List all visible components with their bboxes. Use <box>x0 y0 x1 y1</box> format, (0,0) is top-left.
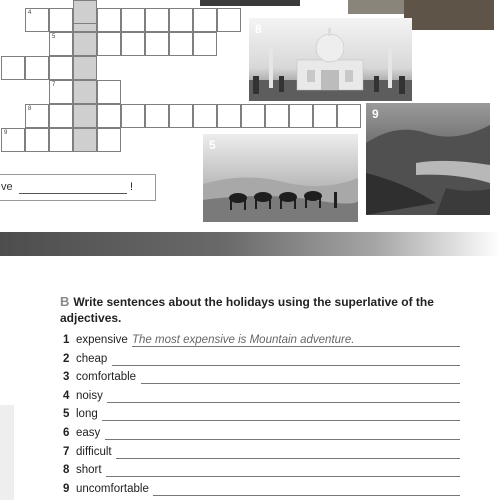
crossword-cell[interactable] <box>73 104 97 128</box>
crossword-cell[interactable] <box>49 8 73 32</box>
clue-number: 9 <box>4 130 8 136</box>
section-divider-band <box>0 232 500 256</box>
answer-prefix: ve <box>1 181 13 193</box>
crossword-cell[interactable] <box>145 8 169 32</box>
crossword-cell[interactable] <box>73 56 97 80</box>
crossword-cell[interactable] <box>1 128 25 152</box>
item-adjective: expensive <box>76 334 128 346</box>
item-adjective: difficult <box>76 445 112 458</box>
item-number: 2 <box>63 352 70 365</box>
item-adjective: cheap <box>76 352 108 365</box>
crossword-cell[interactable] <box>265 104 289 128</box>
crossword-cell[interactable] <box>313 104 337 128</box>
clue-number: 4 <box>28 10 32 16</box>
exercise-letter: B <box>60 294 70 309</box>
answer-line[interactable] <box>102 420 460 421</box>
exercise-item <box>60 334 460 350</box>
crossword-cell[interactable] <box>241 104 265 128</box>
answer-line[interactable] <box>116 458 460 459</box>
photo-desert-camels <box>203 134 358 222</box>
item-adjective: comfortable <box>76 371 137 384</box>
photo-top-1 <box>200 0 300 6</box>
answer-line[interactable] <box>132 346 460 347</box>
photo-number-5: 5 <box>209 138 216 152</box>
clue-number: 7 <box>52 82 56 88</box>
exercise-item <box>60 390 460 406</box>
item-adjective: short <box>76 464 102 477</box>
photo-taj-mahal <box>249 18 412 101</box>
crossword-cell[interactable] <box>193 8 217 32</box>
crossword-cell[interactable] <box>25 56 49 80</box>
crossword-cell[interactable] <box>97 80 121 104</box>
crossword-cell[interactable] <box>289 104 313 128</box>
crossword-cell[interactable] <box>193 32 217 56</box>
crossword-cell[interactable] <box>49 80 73 104</box>
answer-line[interactable] <box>106 476 460 477</box>
exercise-item <box>60 446 460 462</box>
item-number: 4 <box>63 389 70 402</box>
crossword-cell[interactable] <box>145 32 169 56</box>
photo-number-8: 8 <box>255 22 262 36</box>
clue-number: 8 <box>28 106 32 112</box>
answer-line[interactable] <box>105 439 460 440</box>
answer-line[interactable] <box>153 495 460 496</box>
crossword-cell[interactable] <box>97 128 121 152</box>
crossword-cell[interactable] <box>25 104 49 128</box>
crossword-cell[interactable] <box>169 104 193 128</box>
exercise-item <box>60 464 460 480</box>
crossword-cell[interactable] <box>217 104 241 128</box>
answer-line[interactable] <box>19 193 127 194</box>
crossword-cell[interactable] <box>217 8 241 32</box>
crossword-cell[interactable] <box>73 32 97 56</box>
exercise-instruction <box>60 294 480 326</box>
exercise-item <box>60 371 460 387</box>
crossword-cell[interactable] <box>49 128 73 152</box>
crossword-cell[interactable] <box>73 128 97 152</box>
answer-line[interactable] <box>112 365 460 366</box>
valley-illustration <box>366 103 490 215</box>
crossword-cell[interactable] <box>25 128 49 152</box>
answer-box <box>0 174 156 201</box>
photo-top-2 <box>348 0 404 14</box>
photo-top-3 <box>404 0 494 30</box>
taj-mahal-illustration <box>249 18 412 101</box>
crossword-cell[interactable] <box>73 0 97 24</box>
example-answer: The most expensive is Mountain adventure. <box>132 334 355 346</box>
crossword-cell[interactable] <box>337 104 361 128</box>
crossword-cell[interactable] <box>49 104 73 128</box>
crossword-cell[interactable] <box>49 32 73 56</box>
item-number: 7 <box>63 445 70 458</box>
crossword-cell[interactable] <box>1 56 25 80</box>
item-adjective: uncomfortable <box>76 482 149 495</box>
crossword-cell[interactable] <box>121 104 145 128</box>
answer-line[interactable] <box>141 383 460 384</box>
exercise-item <box>60 408 460 424</box>
crossword-cell[interactable] <box>193 104 217 128</box>
item-number: 8 <box>63 464 70 477</box>
crossword-cell[interactable] <box>145 104 169 128</box>
answer-suffix: ! <box>130 181 134 193</box>
crossword-cell[interactable] <box>97 104 121 128</box>
item-number: 3 <box>63 371 70 384</box>
photo-number-9: 9 <box>372 107 379 121</box>
crossword-cell[interactable] <box>73 80 97 104</box>
exercise-instruction-text: Write sentences about the holidays using the superlative of the adjectives. <box>60 295 434 325</box>
answer-line[interactable] <box>107 402 460 403</box>
item-adjective: easy <box>76 427 101 439</box>
crossword-cell[interactable] <box>121 8 145 32</box>
item-adjective: long <box>76 408 98 421</box>
crossword-cell[interactable] <box>169 32 193 56</box>
exercise-item <box>60 483 460 499</box>
item-adjective: noisy <box>76 389 103 402</box>
crossword-cell[interactable] <box>25 8 49 32</box>
item-number: 6 <box>63 427 70 439</box>
exercise-item <box>60 427 460 443</box>
crossword-cell[interactable] <box>49 56 73 80</box>
crossword-cell[interactable] <box>97 8 121 32</box>
crossword-cell[interactable] <box>97 32 121 56</box>
item-number: 5 <box>63 408 70 421</box>
photo-river-valley <box>366 103 490 215</box>
item-number: 1 <box>63 334 70 346</box>
exercise-item <box>60 353 460 369</box>
margin-shade <box>0 405 14 500</box>
crossword-cell[interactable] <box>121 32 145 56</box>
clue-number: 5 <box>52 34 56 40</box>
desert-illustration <box>203 134 358 222</box>
item-number: 9 <box>63 482 70 495</box>
crossword-cell[interactable] <box>169 8 193 32</box>
